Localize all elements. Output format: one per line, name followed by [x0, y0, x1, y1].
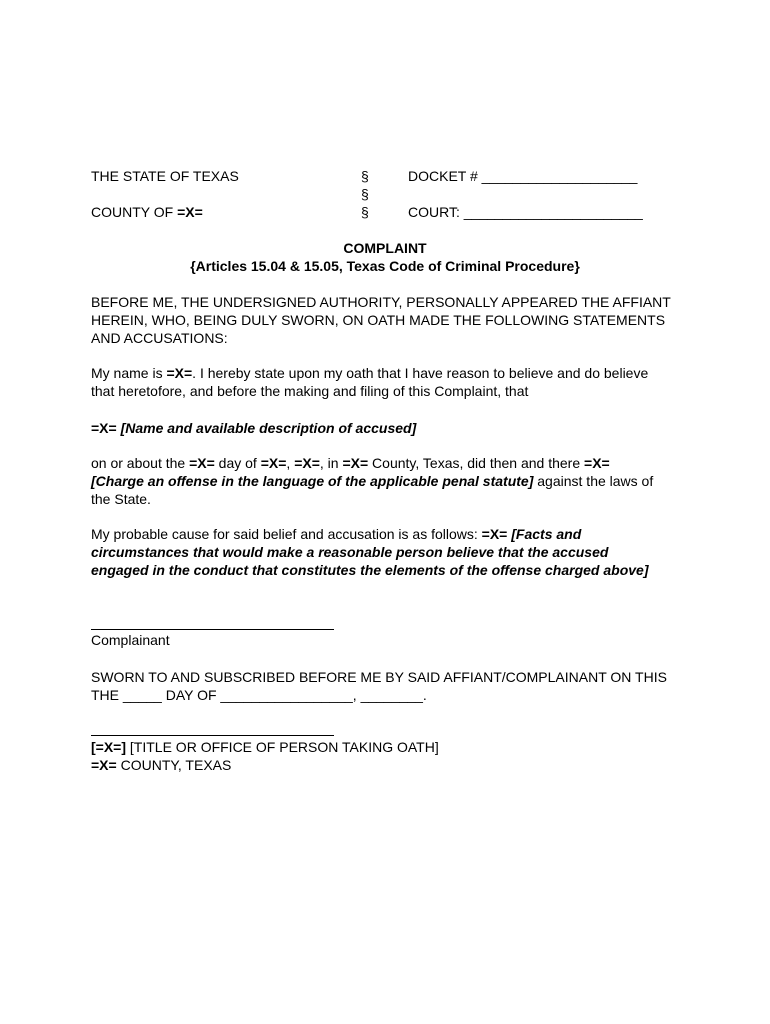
facts-placeholder: [Facts and circumstances that would make a reasonable person believe that the accused engaged in the conduct that constitutes the elements of the offense charged above] — [91, 526, 649, 578]
officer-county-line: =X= COUNTY, TEXAS — [91, 757, 232, 773]
document-title: COMPLAINT — [343, 240, 427, 256]
state-heading: THE STATE OF TEXAS — [91, 168, 239, 184]
affiant-statement: My name is =X=. I hereby state upon my oath that I have reason to believe and do believe that heretofore, and before the making and filing of this Complaint, that — [91, 365, 649, 399]
accused-description: [Name and available description of accused] — [120, 420, 417, 436]
charge-placeholder: [Charge an offense in the language of the applicable penal statute] — [91, 473, 534, 489]
accused-placeholder: =X= — [91, 420, 117, 436]
document-subtitle: {Articles 15.04 & 15.05, Texas Code of Criminal Procedure} — [190, 258, 580, 274]
probable-cause-paragraph: My probable cause for said belief and accusation is as follows: =X= [Facts and circumstances that would make a reasonable person believe that the accused engaged in the conduct that constitutes the elements of the offense charged above] — [91, 526, 649, 578]
county-label: COUNTY OF — [91, 204, 178, 220]
officer-signature-line — [91, 735, 334, 736]
name-placeholder: =X= — [166, 365, 193, 381]
section-sign-3: § — [361, 204, 369, 220]
officer-title-line: [=X=] [TITLE OR OFFICE OF PERSON TAKING OATH] — [91, 739, 439, 755]
complainant-label: Complainant — [91, 632, 170, 648]
county-heading — [91, 204, 203, 220]
county-placeholder: =X= — [177, 204, 203, 220]
section-sign-2: § — [361, 186, 369, 202]
court-field: COURT: _______________________ — [408, 204, 643, 220]
sworn-statement: SWORN TO AND SUBSCRIBED BEFORE ME BY SAID AFFIANT/COMPLAINANT ON THIS THE _____ DAY OF _________________, ________. — [91, 669, 667, 703]
intro-paragraph: BEFORE ME, THE UNDERSIGNED AUTHORITY, PERSONALLY APPEARED THE AFFIANT HEREIN, WHO, BEING DULY SWORN, ON OATH MADE THE FOLLOWING STATEMENTS AND ACCUSATIONS: — [91, 294, 671, 346]
offense-paragraph: on or about the =X= day of =X=, =X=, in =X= County, Texas, did then and there =X= [Charge an offense in the language of the applicable penal statute] against the laws of the State. — [91, 455, 654, 507]
section-sign-1: § — [361, 168, 369, 184]
accused-line — [91, 419, 691, 437]
docket-field: DOCKET # ____________________ — [408, 168, 638, 184]
complainant-signature-line — [91, 629, 334, 630]
